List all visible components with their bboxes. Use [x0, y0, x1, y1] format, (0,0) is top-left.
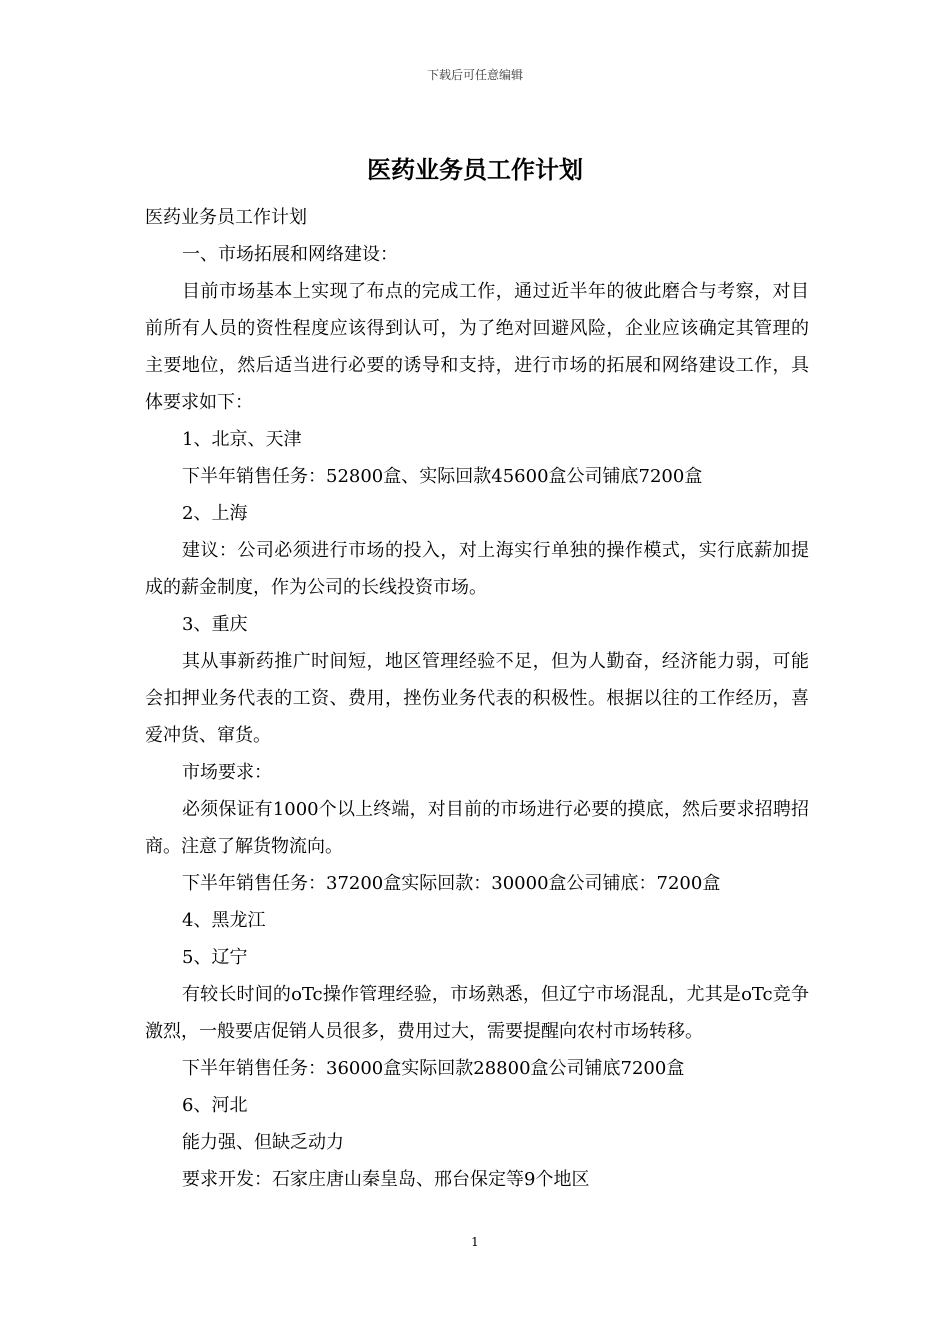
document-body	[145, 199, 809, 1198]
paragraph: 能力强、但缺乏动力	[182, 1132, 344, 1153]
list-item: 5、辽宁	[182, 947, 248, 968]
paragraph: 下半年销售任务：52800盒、实际回款45600盒公司铺底7200盒	[182, 466, 703, 487]
paragraph: 其从事新药推广时间短，地区管理经验不足，但为人勤奋，经济能力弱，可能会扣押业务代表的工资、费用，挫伤业务代表的积极性。根据以往的工作经历，喜爱冲货、窜货。	[145, 651, 809, 746]
page-number: 1	[471, 1235, 479, 1249]
paragraph: 下半年销售任务：36000盒实际回款28800盒公司铺底7200盒	[182, 1058, 685, 1079]
list-item: 6、河北	[182, 1095, 248, 1116]
paragraph: 要求开发：石家庄唐山秦皇岛、邢台保定等9个地区	[182, 1169, 590, 1190]
paragraph: 必须保证有1000个以上终端，对目前的市场进行必要的摸底，然后要求招聘招商。注意了解货物流向。	[145, 799, 809, 857]
paragraph: 目前市场基本上实现了布点的完成工作，通过近半年的彼此磨合与考察，对目前所有人员的资性程度应该得到认可，为了绝对回避风险，企业应该确定其管理的主要地位，然后适当进行必要的诱导和支持，进行市场的拓展和网络建设工作，具体要求如下：	[145, 281, 809, 413]
paragraph: 医药业务员工作计划	[145, 207, 307, 228]
paragraph: 有较长时间的oTc操作管理经验，市场熟悉，但辽宁市场混乱，尤其是oTc竞争激烈，一般要店促销人员很多，费用过大，需要提醒向农村市场转移。	[145, 984, 809, 1042]
list-item: 4、黑龙江	[182, 910, 266, 931]
list-item: 1、北京、天津	[182, 429, 302, 450]
header-note: 下载后可任意编辑	[426, 68, 523, 82]
section-heading: 一、市场拓展和网络建设：	[182, 244, 398, 265]
paragraph: 下半年销售任务：37200盒实际回款：30000盒公司铺底：7200盒	[182, 873, 721, 894]
paragraph: 建议：公司必须进行市场的投入，对上海实行单独的操作模式，实行底薪加提成的薪金制度，作为公司的长线投资市场。	[145, 540, 809, 598]
list-item: 3、重庆	[182, 614, 248, 635]
paragraph: 市场要求：	[182, 762, 272, 783]
list-item: 2、上海	[182, 503, 248, 524]
document-title: 医药业务员工作计划	[367, 155, 583, 184]
